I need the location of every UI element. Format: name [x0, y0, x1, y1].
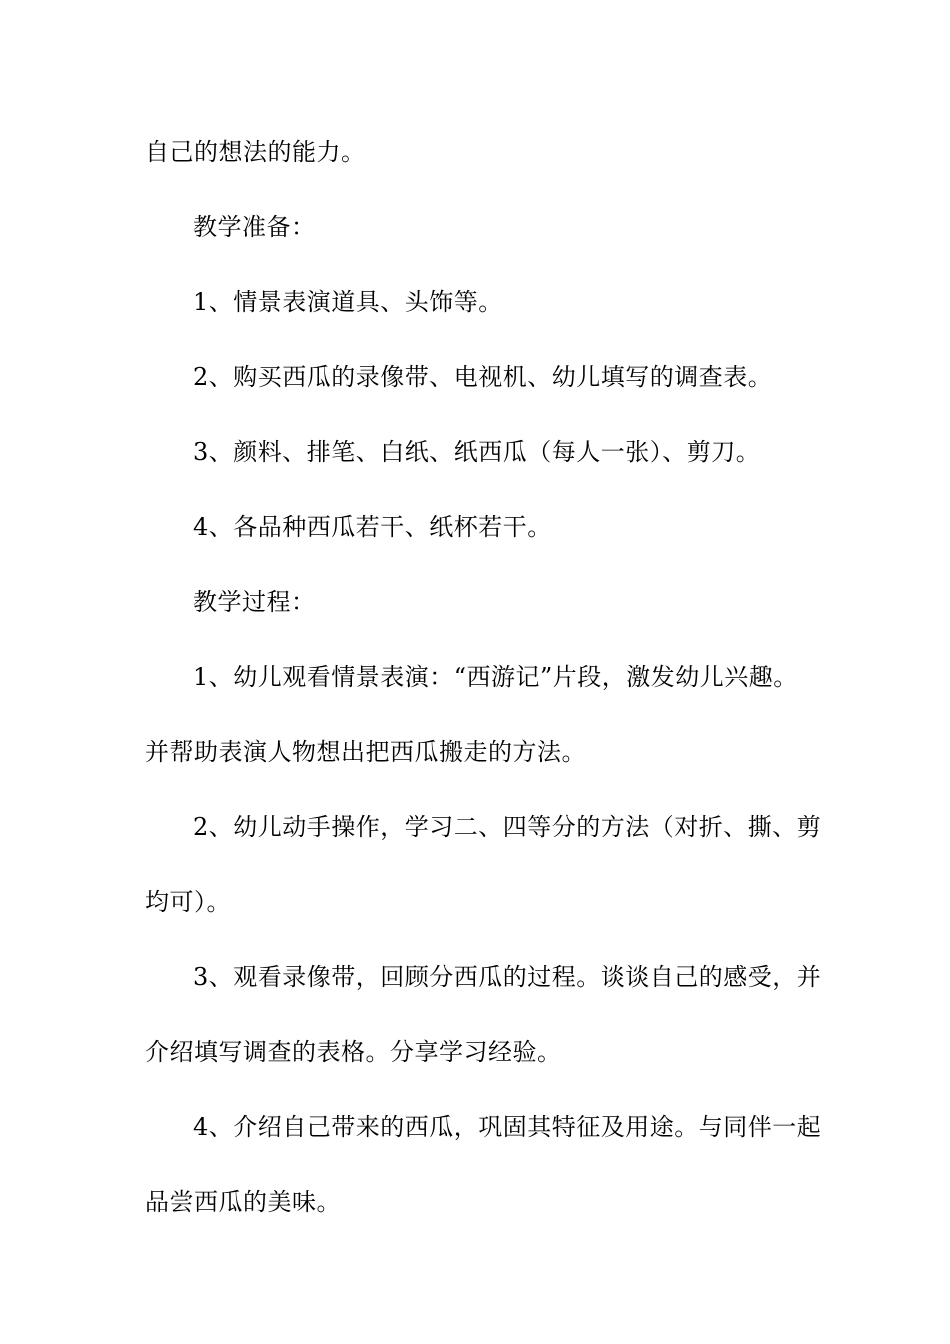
list-item: 1、幼儿观看情景表演：“西游记”片段，激发幼儿兴趣。 — [193, 663, 798, 691]
list-item: 3、观看录像带，回顾分西瓜的过程。谈谈自己的感受，并 — [193, 963, 822, 991]
list-item: 3、颜料、排笔、白纸、纸西瓜（每人一张）、剪刀。 — [193, 438, 761, 466]
list-item: 2、幼儿动手操作，学习二、四等分的方法（对折、撕、剪 — [193, 813, 822, 841]
list-item: 4、各品种西瓜若干、纸杯若干。 — [193, 513, 552, 541]
text-line: 均可）。 — [145, 888, 231, 916]
list-item: 2、购买西瓜的录像带、电视机、幼儿填写的调查表。 — [193, 363, 773, 391]
text-line: 并帮助表演人物想出把西瓜搬走的方法。 — [145, 738, 586, 766]
section-heading: 教学过程： — [193, 588, 316, 616]
text-line: 品尝西瓜的美味。 — [145, 1188, 341, 1216]
text-line: 介绍填写调查的表格。分享学习经验。 — [145, 1038, 562, 1066]
list-item: 1、情景表演道具、头饰等。 — [193, 288, 503, 316]
list-item: 4、介绍自己带来的西瓜，巩固其特征及用途。与同伴一起 — [193, 1113, 822, 1141]
section-heading: 教学准备： — [193, 213, 316, 241]
text-line: 自己的想法的能力。 — [145, 138, 366, 166]
